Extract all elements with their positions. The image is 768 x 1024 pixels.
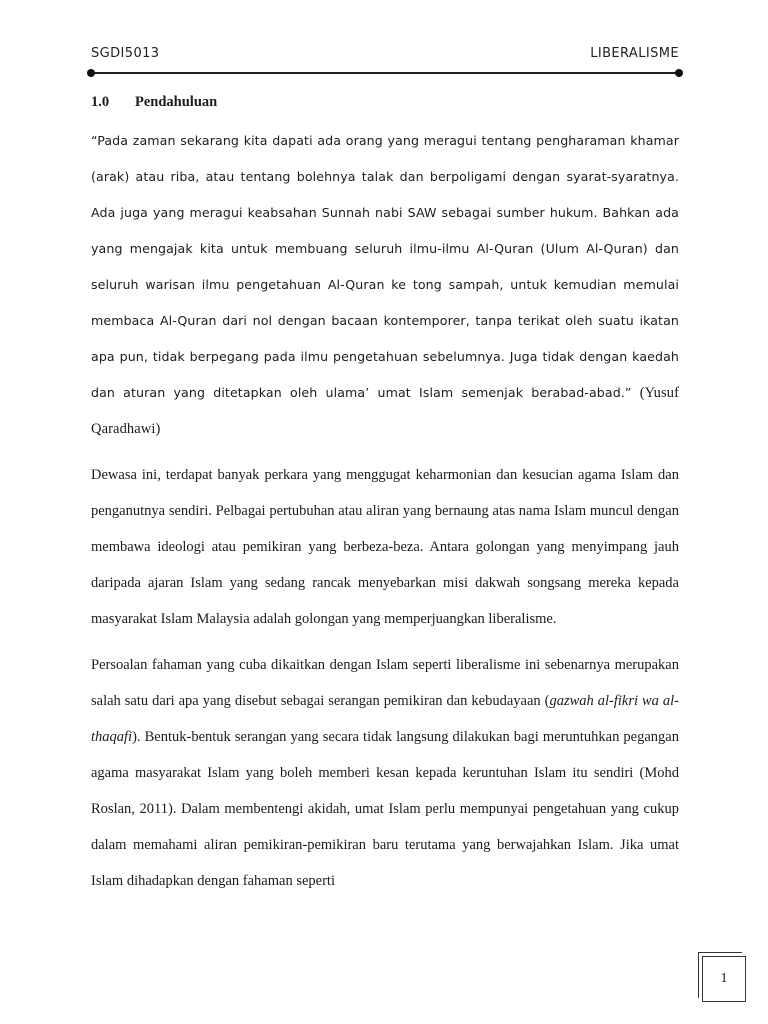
paragraph-2: Dewasa ini, terdapat banyak perkara yang menggugat keharmonian dan kesucian agama Islam dan penganutnya sendiri. Pelbagai pertubuhan atau aliran yang bernaung atas nama Islam muncul dengan membawa ideologi atau pemikiran yang berbeza-beza. Antara golongan yang menyimpang jauh daripada ajaran Islam yang sedang rancak menyebarkan misi dakwah songsang mereka kepada masyarakat Islam Malaysia adalah golongan yang memperjuangkan liberalisme. [91,467,679,627]
course-code: SGDI5013 [91,46,160,61]
document-body [91,91,679,909]
header-title: LIBERALISME [590,46,679,61]
header-rule [91,72,679,74]
paragraph-3 [91,647,679,899]
quote-paragraph [91,123,679,447]
rule-end-dot-icon [675,69,683,77]
paragraph-3-end: ). Bentuk-bentuk serangan yang secara tidak langsung dilakukan bagi meruntuhkan pegangan agama masyarakat Islam yang boleh memberi kesan kepada keruntuhan Islam itu sendiri (Mohd Roslan, 2011). Dalam membentengi akidah, umat Islam perlu mempunyai pengetahuan yang cukup dalam memahami aliran pemikiran-pemikiran baru terutama yang berwajahkan Islam. Jika umat Islam dihadapkan dengan fahaman seperti [91,729,679,889]
section-heading [91,91,679,113]
section-title: Pendahuluan [135,94,218,110]
page-header [91,46,679,64]
quote-text: “Pada zaman sekarang kita dapati ada orang yang meragui tentang pengharaman khamar (arak) atau riba, atau tentang bolehnya talak dan berpoligami dengan syarat-syaratnya. Ada juga yang meragui keabsahan Sunnah nabi SAW sebagai sumber hukum. Bahkan ada yang mengajak kita untuk membuang seluruh ilmu-ilmu Al-Quran (Ulum Al-Quran) dan seluruh warisan ilmu pengetahuan Al-Quran ke tong sampah, untuk kemudian memulai membaca Al-Quran dari nol dengan bacaan kontemporer, tanpa terikat oleh suatu ikatan apa pun, tidak berpegang pada ilmu pengetahuan sebelumnya. Juga tidak dengan kaedah dan aturan yang ditetapkan oleh ulama’ umat Islam semenjak berabad-abad.” [91,133,679,400]
rule-end-dot-icon [87,69,95,77]
arabic-term: gazwah al-fikri wa al-thaqafi [91,693,680,745]
page-number: 1 [720,971,728,986]
section-number: 1.0 [91,94,110,110]
quote-attribution: (Yusuf Qaradhawi) [91,385,679,437]
page-number-box [702,956,746,1002]
paragraph-3-start: Persoalan fahaman yang cuba dikaitkan dengan Islam seperti liberalisme ini sebenarnya merupakan salah satu dari apa yang disebut sebagai serangan pemikiran dan kebudayaan ( [91,657,679,709]
